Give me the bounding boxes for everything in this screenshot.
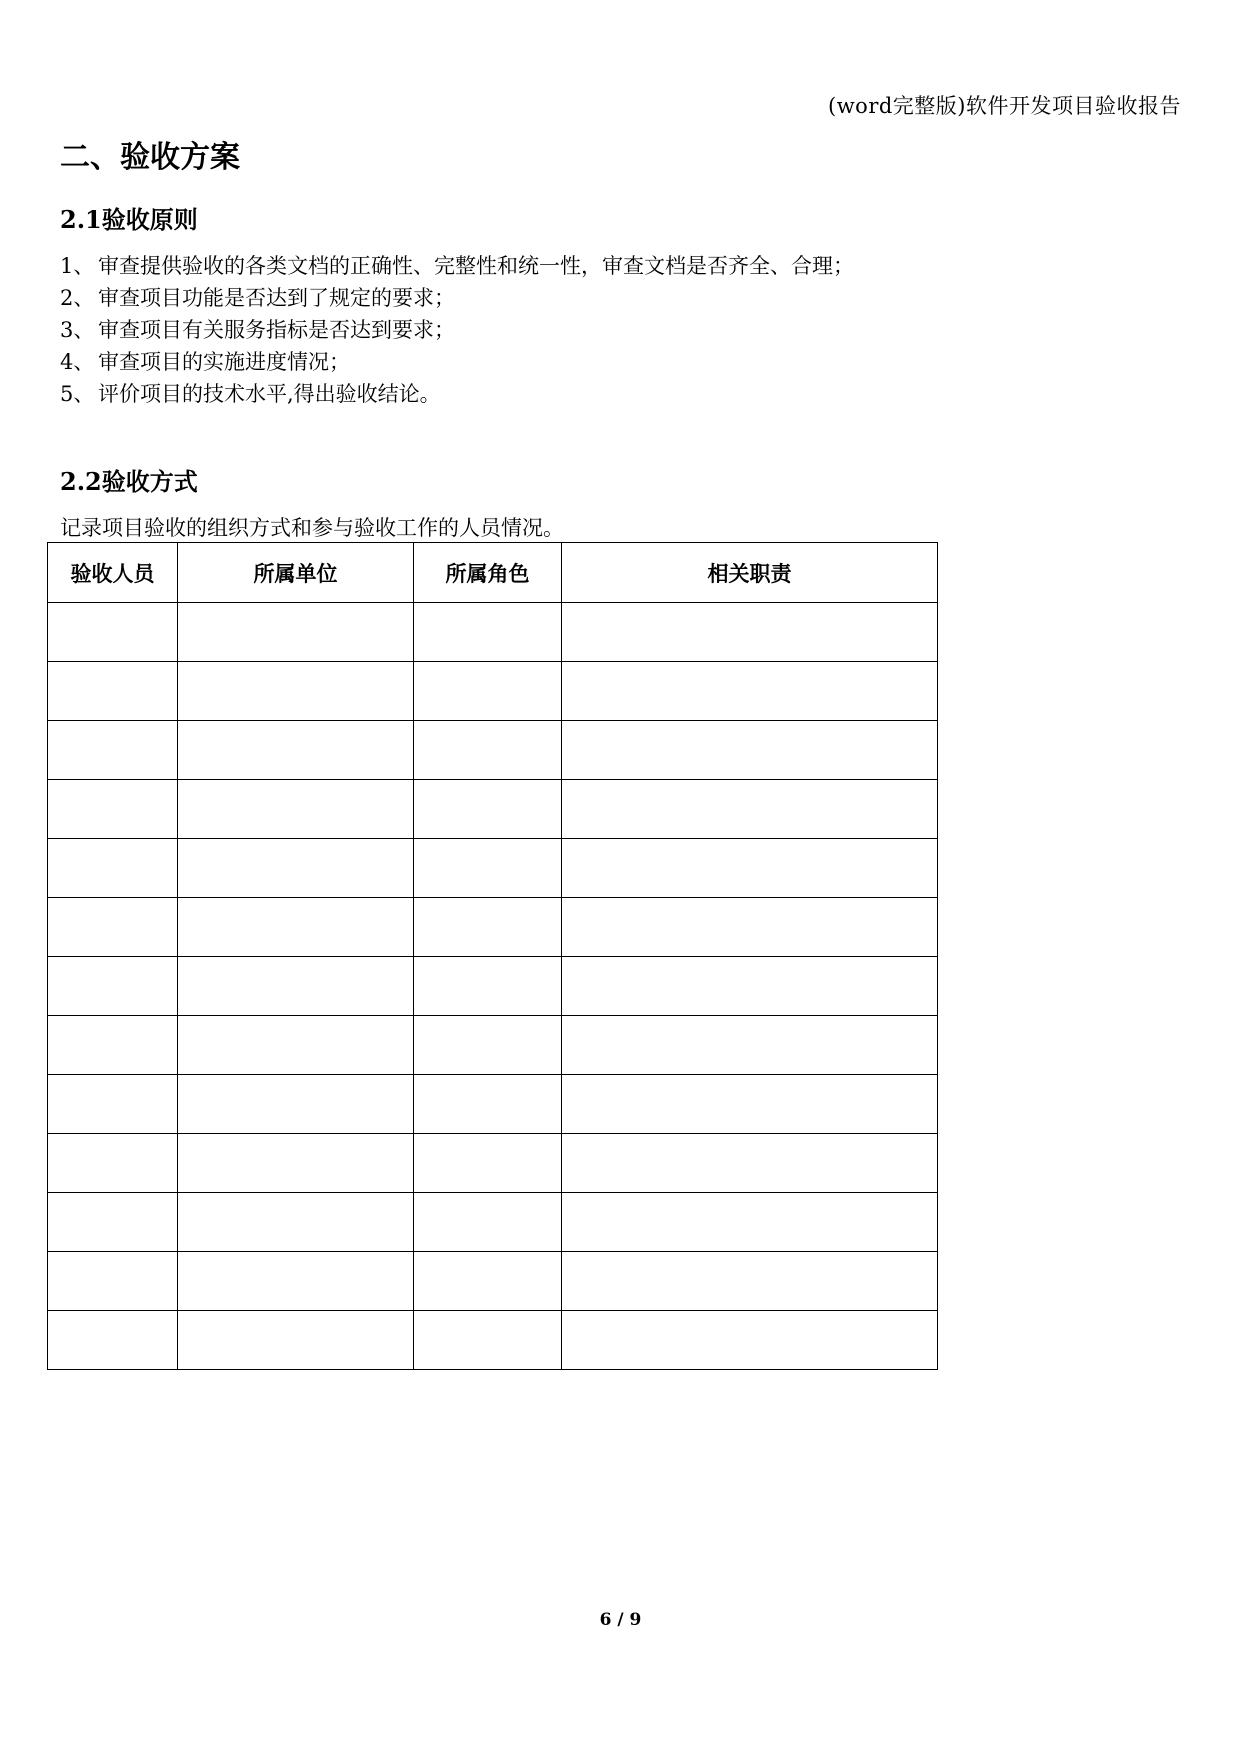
table-cell[interactable] — [562, 662, 938, 721]
table-cell[interactable] — [562, 898, 938, 957]
table-cell[interactable] — [414, 898, 562, 957]
list-item: 3、 审查项目有关服务指标是否达到要求； — [60, 318, 455, 342]
table-row — [48, 662, 938, 721]
table-cell[interactable] — [414, 1193, 562, 1252]
table-cell[interactable] — [178, 839, 414, 898]
table-row — [48, 1134, 938, 1193]
table-row — [48, 957, 938, 1016]
table-cell[interactable] — [48, 603, 178, 662]
table-cell[interactable] — [414, 721, 562, 780]
table-cell[interactable] — [562, 721, 938, 780]
principles-heading: 2.1验收原则 — [60, 205, 198, 234]
table-row — [48, 1016, 938, 1075]
list-item: 5、 评价项目的技术水平,得出验收结论。 — [60, 382, 441, 406]
page-number: 6 / 9 — [599, 1610, 642, 1630]
document-header-title: (word完整版)软件开发项目验收报告 — [828, 94, 1181, 118]
table-cell[interactable] — [48, 1193, 178, 1252]
list-item: 2、 审查项目功能是否达到了规定的要求； — [60, 286, 455, 310]
table-cell[interactable] — [178, 1075, 414, 1134]
table-cell[interactable] — [178, 957, 414, 1016]
table-cell[interactable] — [414, 1016, 562, 1075]
table-row — [48, 839, 938, 898]
table-cell[interactable] — [178, 780, 414, 839]
method-intro: 记录项目验收的组织方式和参与验收工作的人员情况。 — [60, 516, 564, 540]
table-cell[interactable] — [562, 1016, 938, 1075]
header-cell-unit: 所属单位 — [178, 543, 414, 603]
section-title: 二、验收方案 — [60, 140, 240, 175]
table-cell[interactable] — [414, 1134, 562, 1193]
table-cell[interactable] — [48, 898, 178, 957]
header-cell-role: 所属角色 — [414, 543, 562, 603]
table-body — [48, 603, 938, 1370]
table-cell[interactable] — [178, 1193, 414, 1252]
table-row — [48, 1193, 938, 1252]
method-heading: 2.2验收方式 — [60, 467, 198, 496]
table-cell[interactable] — [48, 721, 178, 780]
table-cell[interactable] — [48, 780, 178, 839]
table-cell[interactable] — [562, 839, 938, 898]
table-row — [48, 721, 938, 780]
table-cell[interactable] — [562, 1193, 938, 1252]
table-cell[interactable] — [414, 662, 562, 721]
table-cell[interactable] — [48, 1311, 178, 1370]
table-row — [48, 898, 938, 957]
table-cell[interactable] — [178, 1016, 414, 1075]
table-cell[interactable] — [414, 780, 562, 839]
header-cell-staff: 验收人员 — [48, 543, 178, 603]
table-cell[interactable] — [562, 1311, 938, 1370]
table-cell[interactable] — [178, 1134, 414, 1193]
table-row — [48, 1252, 938, 1311]
table-cell[interactable] — [48, 1252, 178, 1311]
table-cell[interactable] — [178, 603, 414, 662]
table-cell[interactable] — [414, 839, 562, 898]
table-cell[interactable] — [562, 1252, 938, 1311]
table-cell[interactable] — [48, 1075, 178, 1134]
table-cell[interactable] — [178, 662, 414, 721]
table-row — [48, 603, 938, 662]
table-cell[interactable] — [414, 1252, 562, 1311]
table-row — [48, 1075, 938, 1134]
table-cell[interactable] — [562, 780, 938, 839]
table-cell[interactable] — [48, 957, 178, 1016]
table-cell[interactable] — [178, 1252, 414, 1311]
table-cell[interactable] — [178, 1311, 414, 1370]
table-cell[interactable] — [414, 603, 562, 662]
acceptance-staff-table — [47, 542, 938, 1370]
table-cell[interactable] — [48, 839, 178, 898]
table-cell[interactable] — [414, 957, 562, 1016]
table-row — [48, 1311, 938, 1370]
table-cell[interactable] — [562, 957, 938, 1016]
table-cell[interactable] — [562, 1134, 938, 1193]
list-item: 4、 审查项目的实施进度情况； — [60, 350, 350, 374]
table-cell[interactable] — [178, 721, 414, 780]
table-cell[interactable] — [48, 662, 178, 721]
table-header-row — [48, 543, 938, 603]
table-cell[interactable] — [562, 1075, 938, 1134]
table-cell[interactable] — [48, 1134, 178, 1193]
table-row — [48, 780, 938, 839]
principles-list — [60, 250, 854, 410]
table-cell[interactable] — [48, 1016, 178, 1075]
table-cell[interactable] — [178, 898, 414, 957]
header-cell-duty: 相关职责 — [562, 543, 938, 603]
table-cell[interactable] — [562, 603, 938, 662]
table-cell[interactable] — [414, 1311, 562, 1370]
list-item: 1、 审查提供验收的各类文档的正确性、完整性和统一性，审查文档是否齐全、合理； — [60, 254, 854, 278]
table-cell[interactable] — [414, 1075, 562, 1134]
